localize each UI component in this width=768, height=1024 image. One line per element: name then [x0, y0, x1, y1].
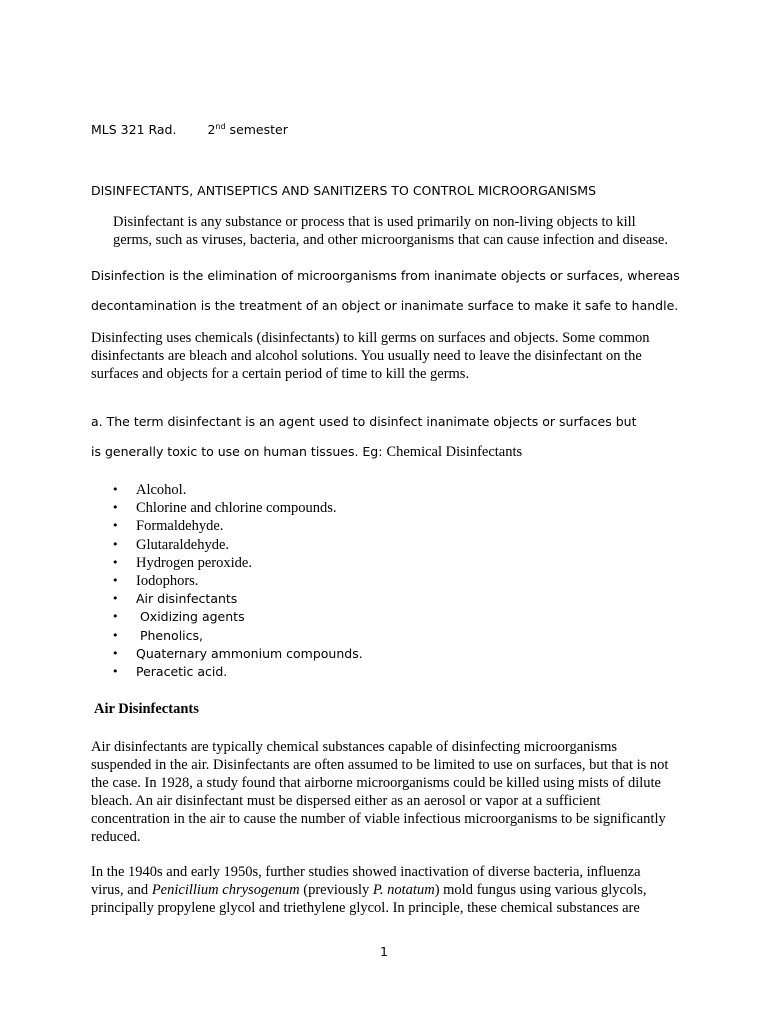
chemical-disinfectants-label: Chemical Disinfectants [386, 444, 523, 460]
history-paragraph [91, 863, 676, 917]
air-disinfectants-heading: Air Disinfectants [94, 701, 199, 717]
term-line-2-text: is generally toxic to use on human tissues. Eg: [91, 444, 383, 459]
list-item-text: Phenolics, [136, 627, 203, 643]
history-text-3: ) mold fungus using various glycols, principally propylene glycol and triethylene glycol. In principle, these chemical substances are [91, 882, 647, 916]
semester-number: 2 [207, 122, 216, 137]
list-item-text: Formaldehyde. [136, 518, 224, 535]
disinfection-definition: Disinfection is the elimination of microorganisms from inanimate objects or surfaces, whereas [91, 268, 680, 283]
term-line-1: a. The term disinfectant is an agent used to disinfect inanimate objects or surfaces but [91, 414, 637, 429]
course-code: MLS 321 Rad. [91, 122, 177, 137]
list-item [91, 517, 651, 535]
decontamination-definition: decontamination is the treatment of an object or inanimate surface to make it safe to handle. [91, 298, 679, 313]
list-item [91, 536, 651, 554]
history-text-2: (previously [299, 882, 373, 898]
course-header [91, 122, 288, 137]
list-item-text: Air disinfectants [136, 591, 238, 607]
list-item [91, 590, 651, 608]
list-item-text: Peracetic acid. [136, 663, 228, 679]
list-item-text: Quaternary ammonium compounds. [136, 645, 363, 661]
history-italic-2: P. notatum [372, 882, 435, 898]
intro-paragraph: Disinfectant is any substance or process that is used primarily on non-living objects to kill germs, such as viruses, bacteria, and other microorganisms that can cause infection and disease. [113, 214, 668, 248]
list-item-text: Hydrogen peroxide. [136, 554, 252, 571]
list-item-text: Iodophors. [136, 572, 199, 589]
history-italic-1: Penicillium chrysogenum [151, 882, 300, 898]
list-item-text: Glutaraldehyde. [136, 536, 230, 553]
list-item [91, 554, 651, 572]
list-item [91, 627, 651, 645]
history-text-1: In the 1940s and early 1950s, further studies showed inactivation of diverse bacteria, influenza virus, and [91, 864, 641, 898]
disinfectant-list [91, 481, 651, 681]
document-title: DISINFECTANTS, ANTISEPTICS AND SANITIZERS TO CONTROL MICROORGANISMS [91, 183, 597, 198]
list-item [91, 499, 651, 517]
term-line-2 [91, 443, 522, 461]
list-item [91, 572, 651, 590]
list-item [91, 481, 651, 499]
semester-word: semester [225, 122, 288, 137]
list-item-text: Oxidizing agents [136, 609, 245, 625]
list-item [91, 645, 651, 663]
list-item [91, 663, 651, 681]
page-number: 1 [380, 944, 388, 959]
list-item [91, 608, 651, 626]
semester-ordinal: nd [215, 121, 226, 131]
disinfecting-paragraph: Disinfecting uses chemicals (disinfectants) to kill germs on surfaces and objects. Some common disinfectants are bleach and alcohol solutions. You usually need to leave the disinfectant on the surfaces and objects for a certain period of time to kill the germs. [91, 330, 650, 382]
list-item-text: Alcohol. [136, 482, 187, 498]
list-item-text: Chlorine and chlorine compounds. [136, 500, 337, 517]
air-disinfectants-paragraph: Air disinfectants are typically chemical substances capable of disinfecting microorganisms suspended in the air. Disinfectants are often assumed to be limited to use on surfaces, but that is not the case. In 1928, a study found that airborne microorganisms could be killed using mists of dilute bleach. An air disinfectant must be dispersed either as an aerosol or vapor at a sufficient concentration in the air to cause the number of viable infectious microorganisms to be significantly reduced. [91, 739, 669, 845]
